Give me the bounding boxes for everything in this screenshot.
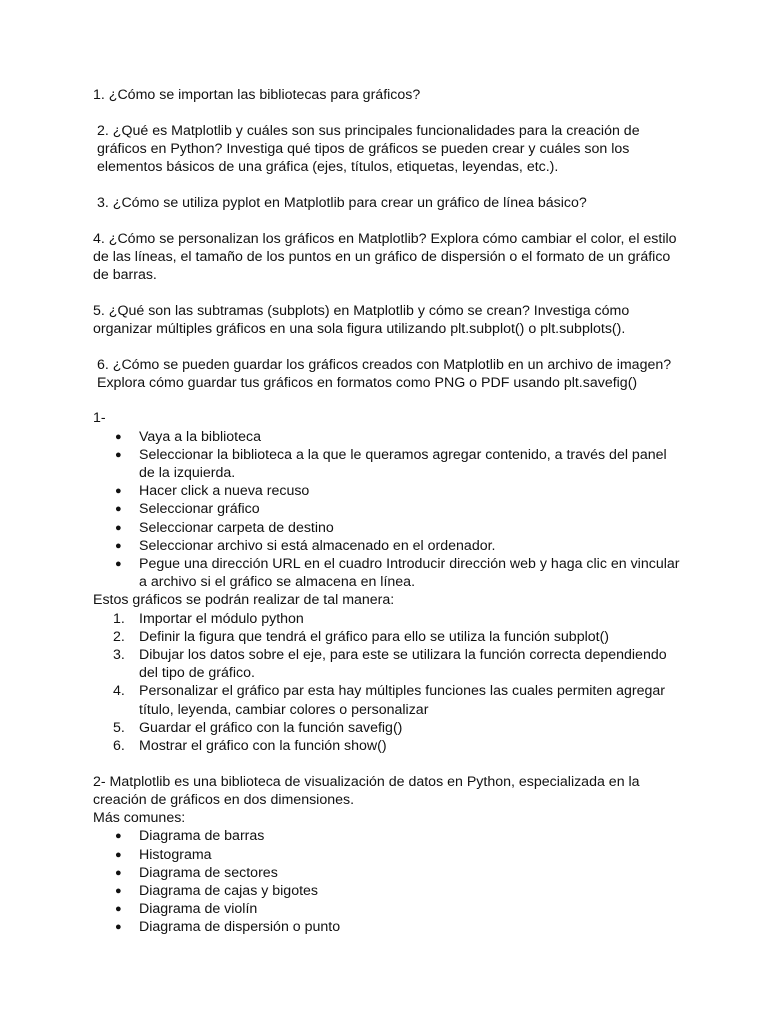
list-item-text: Pegue una dirección URL en el cuadro Introducir dirección web y haga clic en vincular a archivo si el gráfico se almacena en línea. (139, 556, 680, 591)
answer-1-intro: Estos gráficos se podrán realizar de tal manera: (93, 592, 395, 609)
list-item (93, 537, 683, 555)
answer-1-heading: 1- (93, 410, 106, 427)
question-2: 2. ¿Qué es Matplotlib y cuáles son sus principales funcionalidades para la creación de gráficos en Python? Investiga qué tipos de gráficos se pueden crear y cuáles son los elementos básicos de una gráfica (ejes, títulos, etiquetas, leyendas, etc.). (97, 122, 640, 176)
paragraph-spacer (93, 755, 683, 773)
list-item-text: Definir la figura que tendrá el gráfico para ello se utiliza la función subplot() (139, 628, 610, 645)
bullet-icon: ● (115, 430, 122, 443)
list-item-text: Diagrama de sectores (139, 864, 278, 881)
list-item-text: Diagrama de dispersión o punto (139, 919, 341, 936)
list-item-text: Importar el módulo python (139, 610, 304, 627)
list-item-text: Dibujar los datos sobre el eje, para este se utilizara la función correcta dependiendo del tipo de gráfico. (139, 647, 667, 682)
document-body (93, 86, 683, 937)
bullet-icon: ● (115, 848, 122, 861)
list-item (93, 846, 683, 864)
bullet-icon: ● (115, 921, 122, 934)
list-item (93, 646, 683, 682)
list-item (93, 737, 683, 755)
list-item (93, 446, 683, 482)
list-item (93, 628, 683, 646)
bullet-icon: ● (115, 903, 122, 916)
list-item-text: Diagrama de barras (139, 828, 265, 845)
list-item-text: Histograma (139, 846, 212, 863)
list-item (93, 519, 683, 537)
list-item-text: Seleccionar archivo si está almacenado en el ordenador. (139, 537, 496, 554)
list-item (93, 827, 683, 845)
question-3: 3. ¿Cómo se utiliza pyplot en Matplotlib para crear un gráfico de línea básico? (97, 194, 587, 211)
list-item-text: Seleccionar gráfico (139, 501, 260, 518)
list-item (93, 482, 683, 500)
list-item (93, 882, 683, 900)
list-item (93, 900, 683, 918)
bullet-icon: ● (115, 539, 122, 552)
answer-2-bullet-list (93, 827, 683, 936)
list-item-text: Diagrama de violín (139, 901, 258, 918)
list-item-text: Mostrar el gráfico con la función show() (139, 738, 387, 755)
bullet-icon: ● (115, 521, 122, 534)
question-4: 4. ¿Cómo se personalizan los gráficos en Matplotlib? Explora cómo cambiar el color, el estilo de las líneas, el tamaño de los puntos en un gráfico de dispersión o el formato de un gráfico de barras. (93, 230, 677, 283)
list-item-text: Vaya a la biblioteca (139, 428, 261, 445)
step-number: 6. (113, 738, 125, 755)
answer-1-bullet-list (93, 428, 683, 592)
list-item (93, 500, 683, 518)
bullet-icon: ● (115, 485, 122, 498)
list-item (93, 719, 683, 737)
step-number: 2. (113, 628, 125, 645)
list-item-text: Guardar el gráfico con la función savefig() (139, 719, 403, 736)
list-item-text: Personalizar el gráfico par esta hay múltiples funciones las cuales permiten agregar título, leyenda, cambiar colores o personalizar (139, 683, 665, 718)
bullet-icon: ● (115, 830, 122, 843)
bullet-icon: ● (115, 503, 122, 516)
bullet-icon: ● (115, 558, 122, 571)
answer-2-paragraph: 2- Matplotlib es una biblioteca de visualización de datos en Python, especializada en la creación de gráficos en dos dimensiones. (93, 773, 640, 808)
list-item (93, 918, 683, 936)
bullet-icon: ● (115, 866, 122, 879)
question-5: 5. ¿Qué son las subtramas (subplots) en Matplotlib y cómo se crean? Investiga cómo organizar múltiples gráficos en una sola figura utilizando plt.subplot() o plt.subplots(). (93, 302, 630, 337)
list-item-text: Diagrama de cajas y bigotes (139, 883, 319, 900)
bullet-icon: ● (115, 885, 122, 898)
list-item-text: Hacer click a nueva recuso (139, 483, 310, 500)
list-item (93, 555, 683, 591)
question-1: 1. ¿Cómo se importan las bibliotecas para gráficos? (93, 87, 421, 103)
step-number: 4. (113, 683, 125, 700)
bullet-icon: ● (115, 448, 122, 461)
step-number: 1. (113, 610, 125, 627)
list-item (93, 428, 683, 446)
step-number: 5. (113, 719, 125, 736)
answer-1-step-list (93, 610, 683, 756)
answer-2-subheading: Más comunes: (93, 810, 186, 827)
list-item (93, 682, 683, 718)
list-item-text: Seleccionar carpeta de destino (139, 519, 334, 536)
list-item (93, 610, 683, 628)
list-item-text: Seleccionar la biblioteca a la que le queramos agregar contenido, a través del panel de la izquierda. (139, 446, 667, 482)
question-6: 6. ¿Cómo se pueden guardar los gráficos creados con Matplotlib en un archivo de imagen? Explora cómo guardar tus gráficos en formatos como PNG o PDF usando plt.savefig() (97, 356, 672, 391)
list-item (93, 864, 683, 882)
step-number: 3. (113, 647, 125, 664)
